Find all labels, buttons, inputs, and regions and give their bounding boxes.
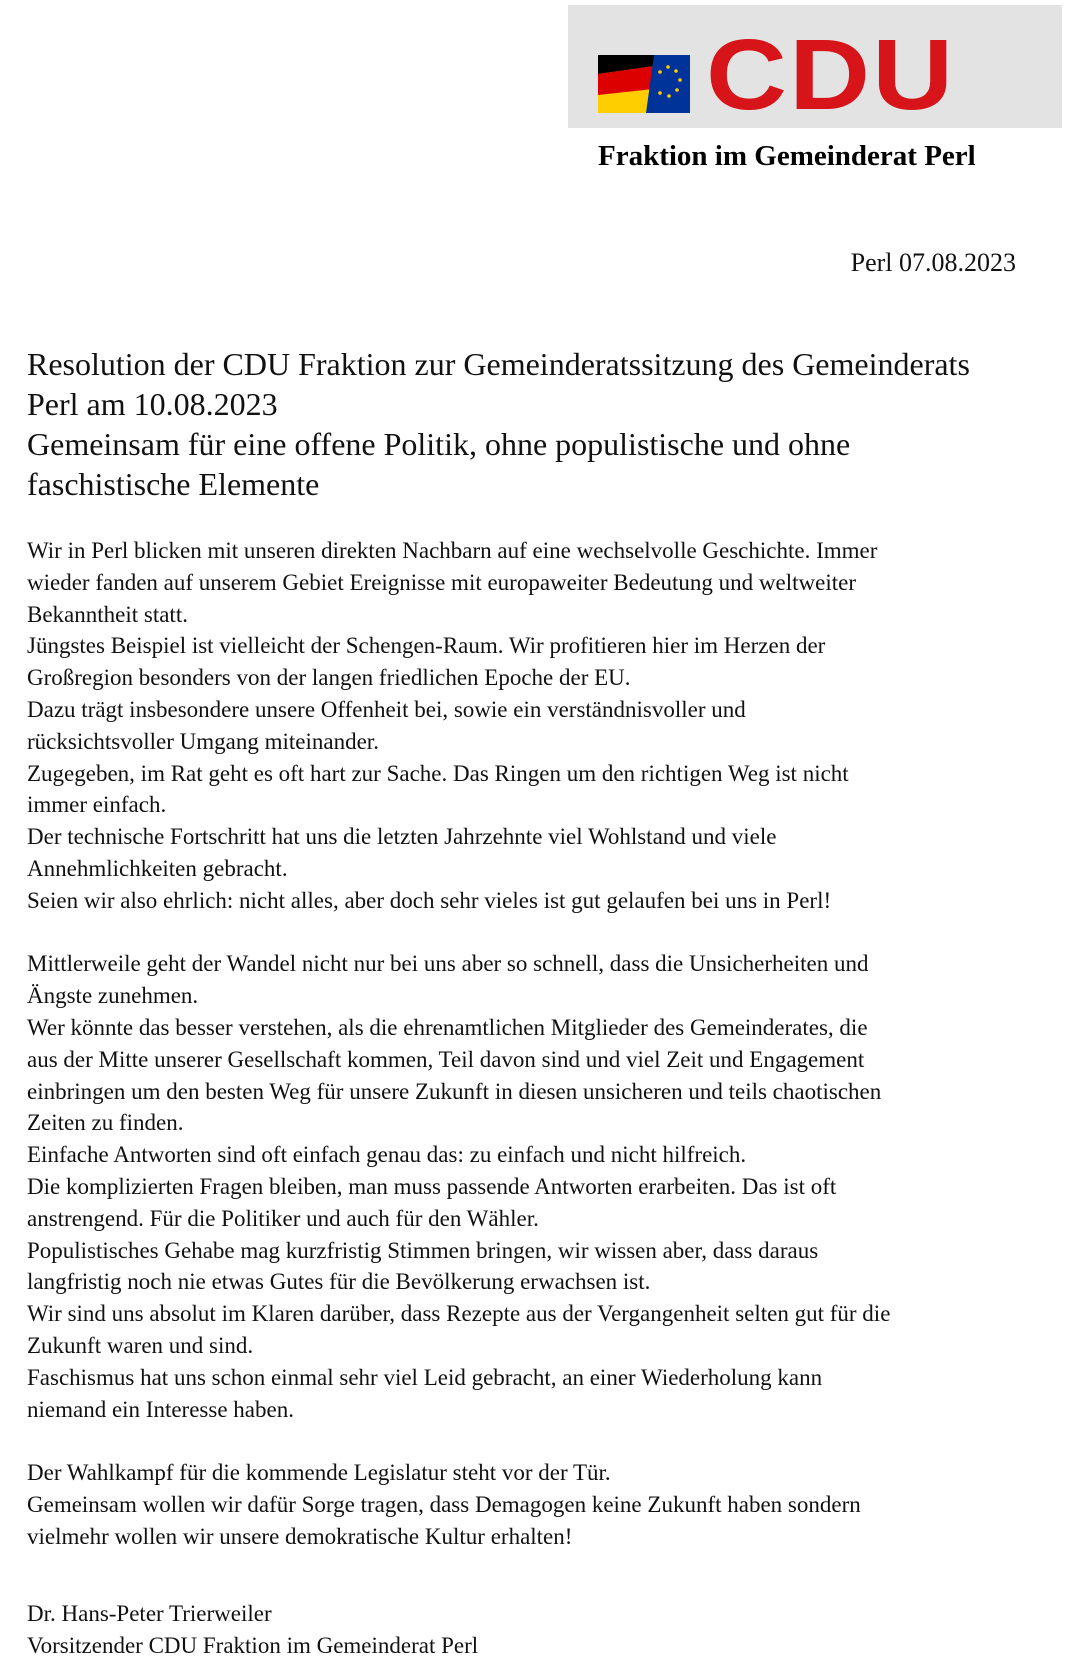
body-line: Der Wahlkampf für die kommende Legislatur steht vor der Tür. <box>27 1460 611 1486</box>
body-line: Wir in Perl blicken mit unseren direkten Nachbarn auf eine wechselvolle Geschichte. Immer <box>27 538 878 563</box>
paragraph-gap <box>27 1425 1072 1457</box>
body-line: Zugegeben, im Rat geht es oft hart zur Sache. Das Ringen um den richtigen Weg ist nicht <box>27 760 849 786</box>
cdu-logo-text: CDU <box>706 19 956 131</box>
body-line: Mittlerweile geht der Wandel nicht nur bei uns aber so schnell, dass die Unsicherheiten und <box>27 951 869 977</box>
faction-subtitle: Fraktion im Gemeinderat Perl <box>598 140 976 172</box>
body-line: Seien wir also ehrlich: nicht alles, aber doch sehr vieles ist gut gelaufen bei uns in Perl! <box>27 887 832 913</box>
cdu-logo <box>568 5 1062 131</box>
germany-eu-flag-icon <box>598 55 690 113</box>
body-line: langfristig noch nie etwas Gutes für die Bevölkerung erwachsen ist. <box>27 1269 651 1295</box>
paragraph-gap <box>27 917 1072 949</box>
body-line: Gemeinsam wollen wir dafür Sorge tragen, dass Demagogen keine Zukunft haben sondern <box>27 1491 861 1517</box>
body-line: Annehmlichkeiten gebracht. <box>27 855 288 881</box>
body-line: Jüngstes Beispiel ist vielleicht der Schengen-Raum. Wir profitieren hier im Herzen der <box>27 633 826 659</box>
signature-block <box>27 1598 827 1662</box>
body-line: aus der Mitte unserer Gesellschaft kommen, Teil davon sind und viel Zeit und Engagement <box>27 1046 865 1072</box>
body-line: Wer könnte das besser verstehen, als die ehrenamtlichen Mitglieder des Gemeinderates, die <box>27 1014 868 1040</box>
body-line: Der technische Fortschritt hat uns die letzten Jahrzehnte viel Wohlstand und viele <box>27 824 777 850</box>
body-line: Ängste zunehmen. <box>27 983 199 1009</box>
body-line: Wir sind uns absolut im Klaren darüber, dass Rezepte aus der Vergangenheit selten gut für die <box>27 1301 891 1327</box>
body-line: Dazu trägt insbesondere unsere Offenheit bei, sowie ein verständnisvoller und <box>27 696 746 722</box>
heading-line: faschistische Elemente <box>27 466 320 502</box>
body-line: vielmehr wollen wir unsere demokratische Kultur erhalten! <box>27 1523 573 1549</box>
body-line: anstrengend. Für die Politiker und auch für den Wähler. <box>27 1205 539 1231</box>
heading-line: Perl am 10.08.2023 <box>27 386 278 422</box>
resolution-body <box>27 535 1072 1553</box>
document-date: Perl 07.08.2023 <box>850 248 1016 277</box>
body-line: immer einfach. <box>27 792 167 818</box>
signer-role: Vorsitzender CDU Fraktion im Gemeinderat Perl <box>27 1632 479 1658</box>
body-line: Bekanntheit statt. <box>27 601 188 627</box>
resolution-heading <box>27 344 1067 504</box>
body-line: Faschismus hat uns schon einmal sehr viel Leid gebracht, an einer Wiederholung kann <box>27 1364 823 1390</box>
body-line: wieder fanden auf unserem Gebiet Ereignisse mit europaweiter Bedeutung und weltweiter <box>27 569 856 595</box>
body-line: einbringen um den besten Weg für unsere Zukunft in diesen unsicheren und teils chaotischen <box>27 1078 882 1104</box>
signer-name: Dr. Hans-Peter Trierweiler <box>27 1601 272 1626</box>
heading-line: Gemeinsam für eine offene Politik, ohne populistische und ohne <box>27 426 851 462</box>
body-line: Einfache Antworten sind oft einfach genau das: zu einfach und nicht hilfreich. <box>27 1142 747 1168</box>
body-line: niemand ein Interesse haben. <box>27 1396 294 1422</box>
body-line: Zukunft waren und sind. <box>27 1332 254 1358</box>
body-line: Populistisches Gehabe mag kurzfristig Stimmen bringen, wir wissen aber, dass daraus <box>27 1237 819 1263</box>
body-line: rücksichtsvoller Umgang miteinander. <box>27 728 379 754</box>
body-line: Zeiten zu finden. <box>27 1110 184 1136</box>
heading-line: Resolution der CDU Fraktion zur Gemeinderatssitzung des Gemeinderats <box>27 346 970 382</box>
body-line: Großregion besonders von der langen friedlichen Epoche der EU. <box>27 665 631 691</box>
body-line: Die komplizierten Fragen bleiben, man muss passende Antworten erarbeiten. Das ist oft <box>27 1173 837 1199</box>
